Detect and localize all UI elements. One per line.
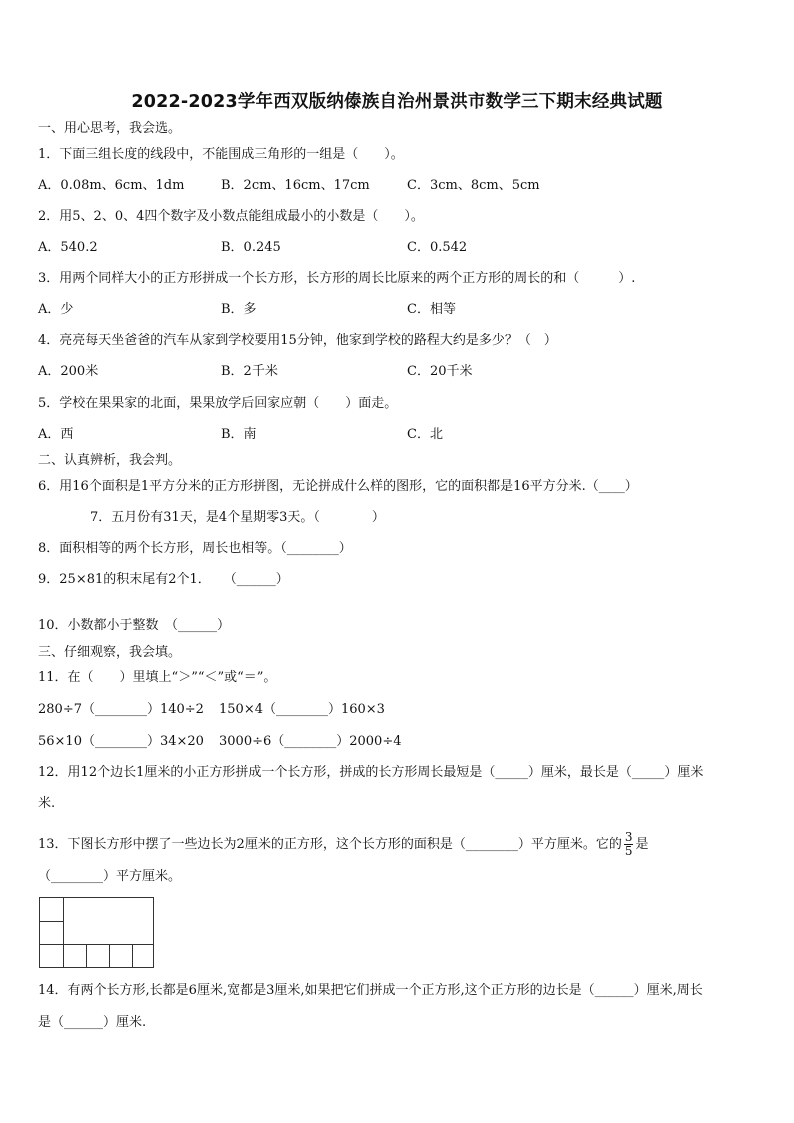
question-7: 7．五月份有31天，是4个星期零3天。（ ）: [90, 510, 385, 525]
question-3-option-b: B．多: [221, 302, 257, 317]
question-13-line-2: （________）平方厘米。: [38, 869, 182, 884]
question-3-stem: 3．用两个同样大小的正方形拼成一个长方形，长方形的周长比原来的两个正方形的周长的和（ ）.: [38, 271, 636, 286]
question-11-stem: 11．在（ ）里填上“＞”“＜”或“＝”。: [38, 670, 277, 685]
question-1-option-b: B．2cm、16cm、17cm: [221, 178, 370, 193]
question-6: 6．用16个面积是1平方分米的正方形拼图，无论拼成什么样的图形，它的面积都是16平方分米.（____）: [38, 479, 638, 494]
rectangle-squares-figure: [39, 897, 154, 968]
grid-square: [86, 944, 110, 968]
question-12-line-2: 米.: [38, 796, 56, 811]
question-3-option-a: A．少: [38, 302, 74, 317]
question-4-option-c: C．20千米: [407, 364, 473, 379]
question-13-text-end: 是: [635, 837, 649, 852]
question-5-option-b: B．南: [221, 427, 257, 442]
grid-square: [132, 944, 154, 968]
section-heading: 一、用心思考，我会选。: [38, 121, 182, 136]
question-9: 9．25×81的积末尾有2个1． （______）: [38, 572, 289, 587]
question-13-line-1: [38, 831, 648, 858]
question-14-line-1: 14．有两个长方形,长都是6厘米,宽都是3厘米,如果把它们拼成一个正方形,这个正方形的边长是（______）厘米,周长: [38, 983, 703, 998]
question-11-item: 3000÷6（________）2000÷4: [219, 734, 402, 749]
grid-square: [39, 944, 64, 968]
question-4-option-a: A．200米: [38, 364, 99, 379]
fraction-denominator: 5: [624, 844, 633, 858]
question-13-text: 13．下图长方形中摆了一些边长为2厘米的正方形，这个长方形的面积是（________）平方厘米。它的: [38, 837, 622, 852]
question-2-option-b: B．0.245: [221, 240, 281, 255]
page-title: 2022-2023学年西双版纳傣族自治州景洪市数学三下期末经典试题: [131, 92, 663, 112]
grid-square: [109, 944, 133, 968]
fraction-numerator: 3: [624, 830, 633, 844]
grid-square: [39, 897, 64, 922]
question-1-stem: 1．下面三组长度的线段中，不能围成三角形的一组是（ ）。: [38, 147, 404, 162]
question-5-option-c: C．北: [407, 427, 443, 442]
fraction: [624, 831, 634, 858]
question-11-item: 56×10（________）34×20: [38, 734, 204, 749]
question-14-line-2: 是（______）厘米.: [38, 1015, 147, 1030]
section-heading: 二、认真辨析，我会判。: [38, 453, 182, 468]
question-3-option-c: C．相等: [407, 302, 456, 317]
question-5-option-a: A．西: [38, 427, 74, 442]
question-10: 10．小数都小于整数 （______）: [38, 618, 231, 633]
question-1-option-c: C．3cm、8cm、5cm: [407, 178, 540, 193]
question-11-item: 150×4（________）160×3: [219, 702, 385, 717]
grid-square: [63, 944, 87, 968]
question-4-stem: 4．亮亮每天坐爸爸的汽车从家到学校要用15分钟，他家到学校的路程大约是多少？（ ）: [38, 333, 557, 348]
question-2-option-a: A．540.2: [38, 240, 98, 255]
question-1-option-a: A．0.08m、6cm、1dm: [38, 178, 185, 193]
question-12-line-1: 12．用12个边长1厘米的小正方形拼成一个长方形，拼成的长方形周长最短是（_____）厘米，最长是（_____）厘米: [38, 765, 704, 780]
question-2-stem: 2．用5、2、0、4四个数字及小数点能组成最小的小数是（ ）。: [38, 209, 424, 224]
question-2-option-c: C．0.542: [407, 240, 468, 255]
question-4-option-b: B．2千米: [221, 364, 278, 379]
grid-square: [39, 921, 64, 945]
question-5-stem: 5．学校在果果家的北面，果果放学后回家应朝（ ）面走。: [38, 396, 398, 411]
question-11-item: 280÷7（________）140÷2: [38, 702, 204, 717]
section-heading: 三、仔细观察，我会填。: [38, 645, 182, 660]
question-8: 8．面积相等的两个长方形，周长也相等。（________）: [38, 541, 352, 556]
